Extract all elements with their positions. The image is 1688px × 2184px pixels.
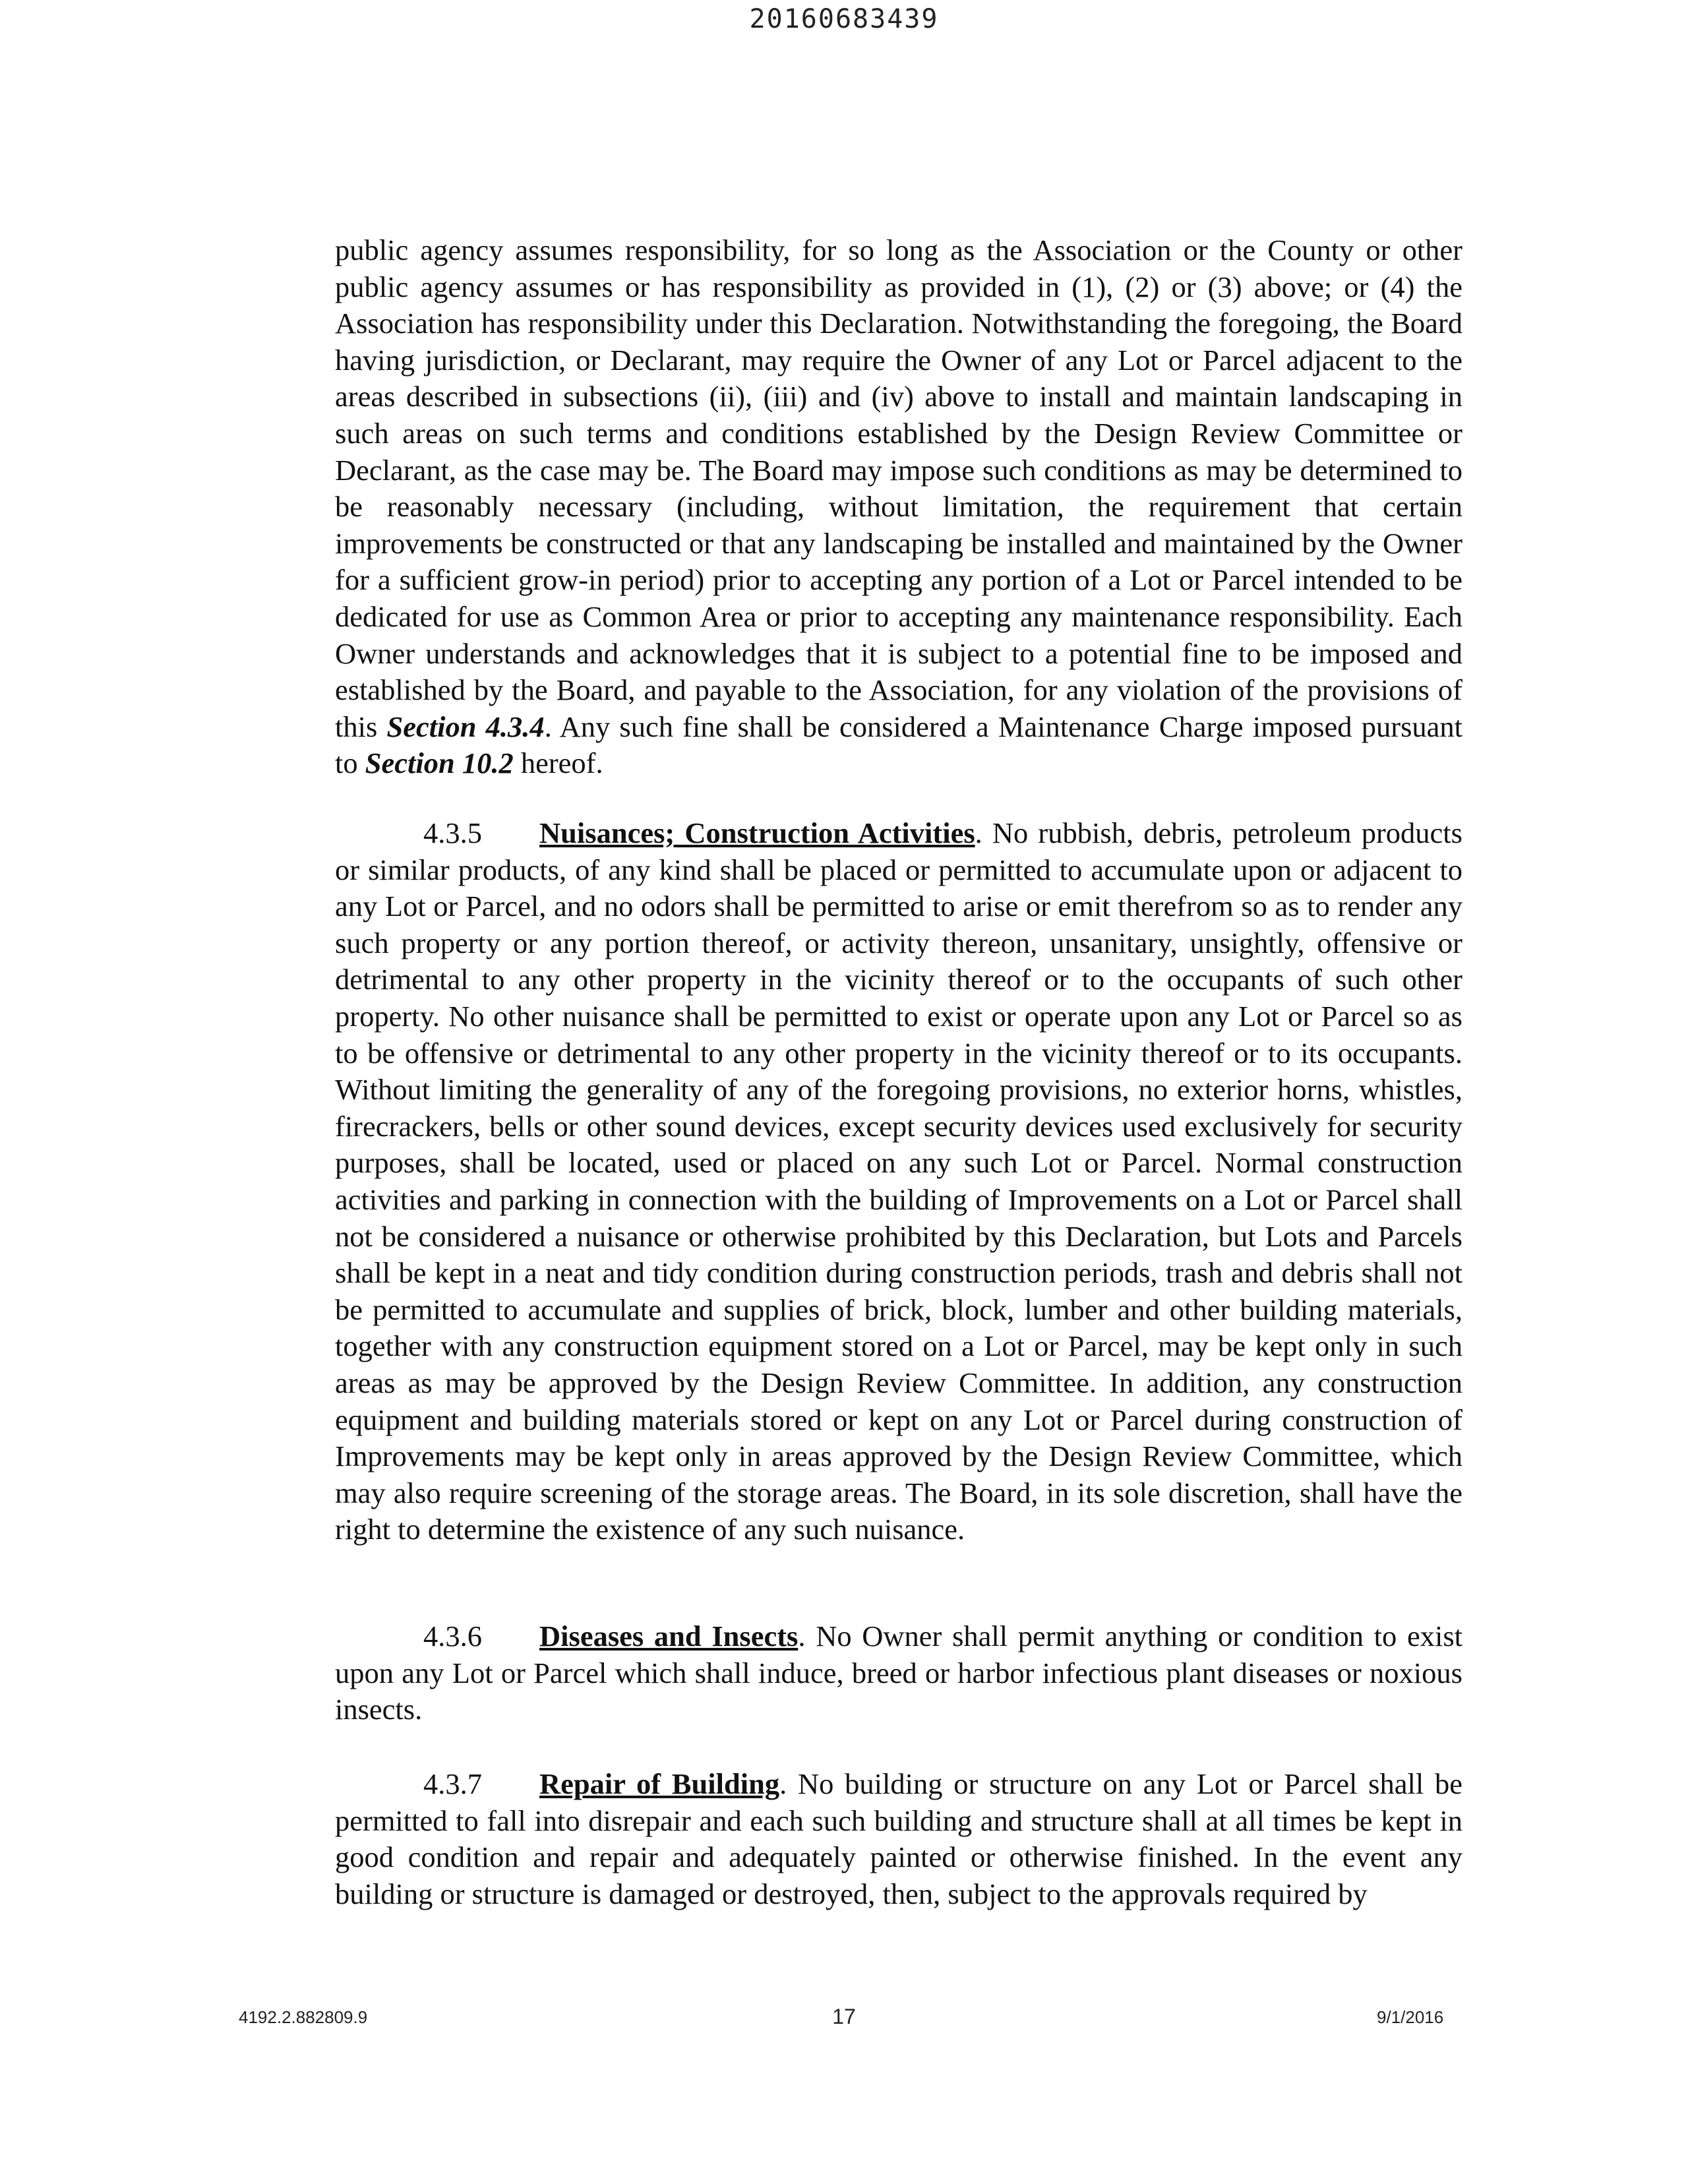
section-reference: Section 10.2: [365, 746, 514, 780]
section-heading: Repair of Building: [539, 1767, 780, 1800]
paragraph-continuation: [335, 232, 1462, 782]
paragraph-text: . Any such fine shall be considered a Maintenance Charge imposed pursuant to: [335, 710, 1462, 780]
section-4-3-7: [335, 1766, 1462, 1912]
section-heading: Nuisances; Construction Activities: [539, 816, 975, 849]
footer-date: 9/1/2016: [1377, 2007, 1444, 2027]
recording-number: 20160683439: [749, 4, 939, 34]
section-4-3-6: [335, 1618, 1462, 1728]
section-heading: Diseases and Insects: [539, 1620, 799, 1653]
paragraph-text: public agency assumes responsibility, for so long as the Association or the County or other public agency assumes or has responsibility as provided in (1), (2) or (3) above; or (4) the Association has responsibility under this Declaration. Notwithstanding the foregoing, the Board having jurisdiction, or Declarant, may require the Owner of any Lot or Parcel adjacent to the areas described in subsections (ii), (iii) and (iv) above to install and maintain landscaping in such areas on such terms and conditions established by the Design Review Committee or Declarant, as the case may be. The Board may impose such conditions as may be determined to be reasonably necessary (including, without limitation, the requirement that certain improvements be constructed or that any landscaping be installed and maintained by the Owner for a sufficient grow-in period) prior to accepting any portion of a Lot or Parcel intended to be dedicated for use as Common Area or prior to accepting any maintenance responsibility. Each Owner understands and acknowledges that it is subject to a potential fine to be imposed and established by the Board, and payable to the Association, for any violation of the provisions of this: [335, 233, 1462, 743]
section-text: . No building or structure on any Lot or Parcel shall be permitted to fall into disrepair and each such building and structure shall at all times be kept in good condition and repair and adequately painted or otherwise finished. In the event any building or structure is damaged or destroyed, then, subject to the approvals required by: [335, 1767, 1462, 1910]
section-number: 4.3.7: [423, 1767, 482, 1800]
section-number: 4.3.6: [423, 1620, 482, 1653]
paragraph-text: hereof.: [513, 746, 603, 780]
section-number: 4.3.5: [423, 816, 482, 849]
footer-page-number: 17: [832, 2005, 856, 2028]
footer-document-id: 4192.2.882809.9: [239, 2007, 368, 2027]
section-4-3-5: [335, 815, 1462, 1548]
section-text: . No rubbish, debris, petroleum products or similar products, of any kind shall be placed or permitted to accumulate upon or adjacent to any Lot or Parcel, and no odors shall be permitted to arise or emit therefrom so as to render any such property or any portion thereof, or activity thereon, unsanitary, unsightly, offensive or detrimental to any other property in the vicinity thereof or to the occupants of such other property. No other nuisance shall be permitted to exist or operate upon any Lot or Parcel so as to be offensive or detrimental to any other property in the vicinity thereof or to its occupants. Without limiting the generality of any of the foregoing provisions, no exterior horns, whistles, firecrackers, bells or other sound devices, except security devices used exclusively for security purposes, shall be located, used or placed on any such Lot or Parcel. Normal construction activities and parking in connection with the building of Improvements on a Lot or Parcel shall not be considered a nuisance or otherwise prohibited by this Declaration, but Lots and Parcels shall be kept in a neat and tidy condition during construction periods, trash and debris shall not be permitted to accumulate and supplies of brick, block, lumber and other building materials, together with any construction equipment stored on a Lot or Parcel, may be kept only in such areas as may be approved by the Design Review Committee. In addition, any construction equipment and building materials stored or kept on any Lot or Parcel during construction of Improvements may be kept only in areas approved by the Design Review Committee, which may also require screening of the storage areas. The Board, in its sole discretion, shall have the right to determine the existence of any such nuisance.: [335, 816, 1462, 1546]
section-text: . No Owner shall permit anything or condition to exist upon any Lot or Parcel which shall induce, breed or harbor infectious plant diseases or noxious insects.: [335, 1620, 1462, 1726]
section-reference: Section 4.3.4: [386, 710, 545, 743]
